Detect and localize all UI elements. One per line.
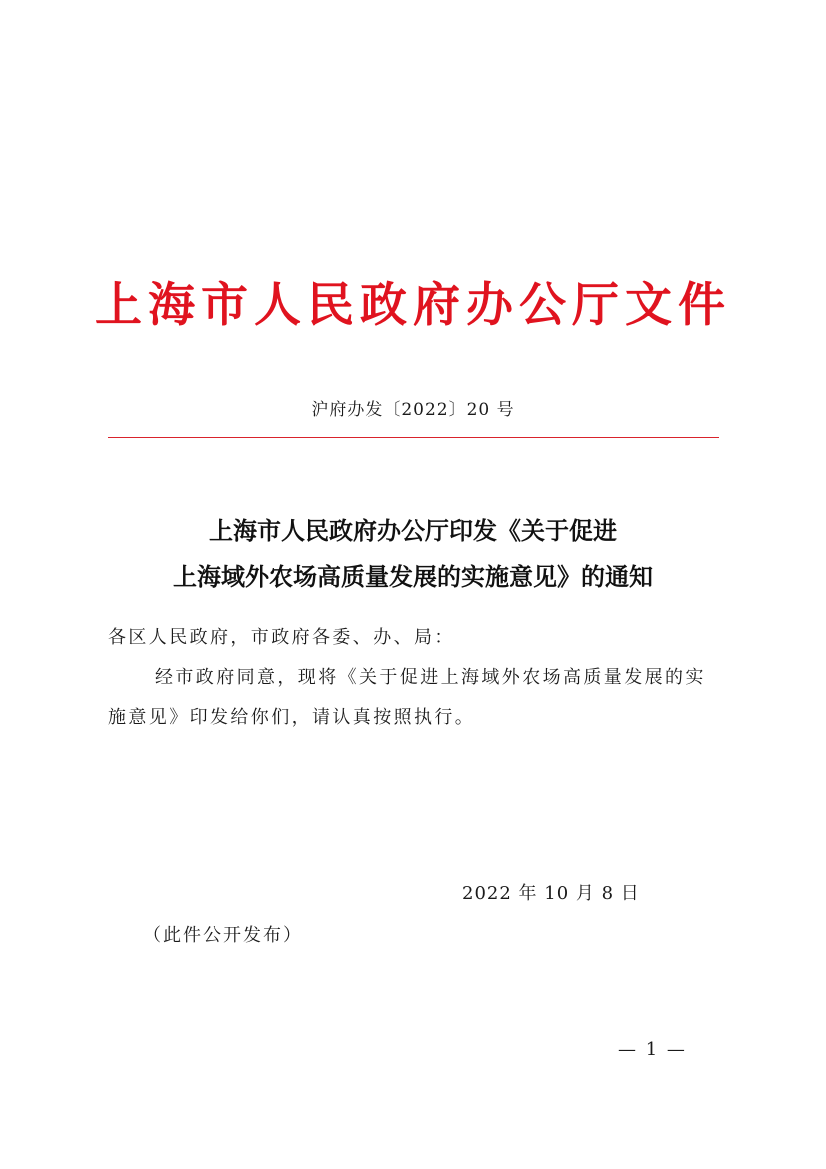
public-release-note: （此件公开发布） (143, 925, 303, 946)
body-paragraph-line-2: 施意见》印发给你们，请认真按照执行。 (108, 707, 476, 728)
issue-date: 2022 年 10 月 8 日 (462, 883, 640, 904)
document-masthead: 上海市人民政府办公厅文件 (95, 278, 731, 333)
document-title (0, 508, 826, 600)
addressee-line: 各区人民政府，市政府各委、办、局： (108, 627, 455, 648)
red-divider-line (108, 437, 719, 438)
title-line-2: 上海域外农场高质量发展的实施意见》的通知 (173, 562, 653, 591)
document-number: 沪府办发〔2022〕20 号 (311, 400, 515, 420)
title-line-1: 上海市人民政府办公厅印发《关于促进 (209, 516, 617, 545)
body-paragraph-line-1: 经市政府同意，现将《关于促进上海域外农场高质量发展的实 (155, 667, 706, 688)
page-number: — 1 — (618, 1039, 687, 1060)
